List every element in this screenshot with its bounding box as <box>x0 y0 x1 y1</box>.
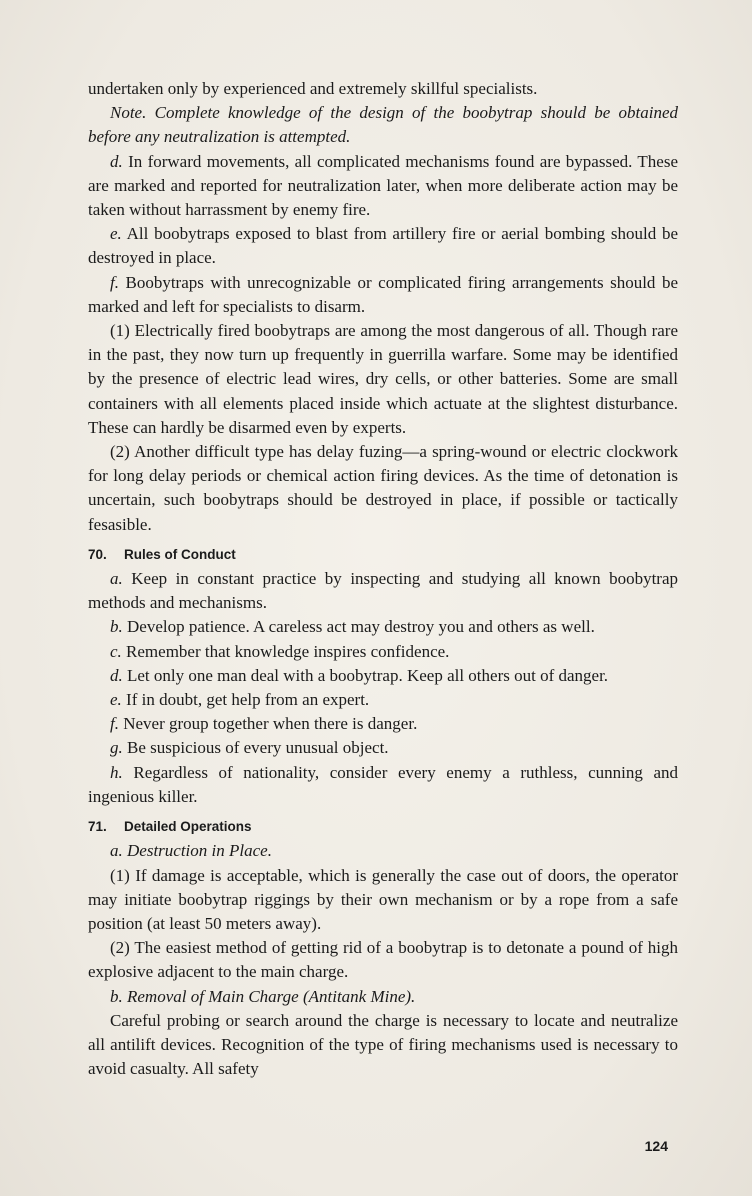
paragraph <box>88 985 678 1009</box>
section-title: Detailed Operations <box>124 819 252 835</box>
page-number: 124 <box>644 1138 668 1154</box>
section-title: Rules of Conduct <box>124 546 236 562</box>
paragraph-text: Develop patience. A careless act may destroy you and others as well. <box>127 617 595 637</box>
paragraph <box>88 761 678 809</box>
paragraph <box>88 640 678 664</box>
paragraph-label: c. <box>110 641 122 661</box>
section-number: 70. <box>88 546 107 562</box>
paragraph <box>88 77 678 101</box>
paragraph-text: Removal of Main Charge (Antitank Mine). <box>127 986 416 1006</box>
paragraph <box>88 936 678 984</box>
paragraph-text: If in doubt, get help from an expert. <box>126 690 370 710</box>
paragraph <box>88 319 678 440</box>
paragraph-label: a. <box>110 569 123 589</box>
paragraph-label: e. <box>110 690 122 710</box>
paragraph-label: b. <box>110 617 123 637</box>
paragraph <box>88 150 678 223</box>
paragraph <box>88 736 678 760</box>
paragraph-text: Destruction in Place. <box>127 841 272 861</box>
paragraph-label: b. <box>110 986 123 1006</box>
paragraph-text: All boobytraps exposed to blast from artillery fire or aerial bombing should be destroyed in place. <box>88 224 679 268</box>
paragraph-text: (2) Another difficult type has delay fuzing—a spring-wound or electric clockwork for long delay periods or chemical action firing devices. As the time of detonation is uncertain, such boobytraps should be destroyed in place, if possible or tactically fesasible. <box>88 442 678 534</box>
paragraph <box>88 440 678 537</box>
paragraph-label: f. <box>110 714 119 734</box>
paragraph <box>88 664 678 688</box>
page-body <box>88 77 678 1081</box>
paragraph <box>88 839 678 863</box>
paragraph-text: Be suspicious of every unusual object. <box>127 738 389 758</box>
section-number: 71. <box>88 819 107 835</box>
paragraph-text: Never group together when there is danger. <box>123 714 418 734</box>
paragraph <box>88 1009 678 1082</box>
paragraph-label: h. <box>110 762 123 782</box>
paragraph-text: (1) Electrically fired boobytraps are among the most dangerous of all. Though rare in the past, they now turn up frequently in guerrilla warfare. Some may be identified by the presence of electric lead wires, dry cells, or other batteries. Some are small containers with all elements placed inside which actuate at the slightest disturbance. These can hardly be disarmed even by experts. <box>88 321 678 437</box>
paragraph-text: Note. Complete knowledge of the design of the boobytrap should be obtained before any neutralization is attempted. <box>88 103 678 147</box>
paragraph <box>88 615 678 639</box>
paragraph-label: f. <box>110 272 119 292</box>
paragraph-text: Let only one man deal with a boobytrap. Keep all others out of danger. <box>127 665 609 685</box>
paragraph-text: Careful probing or search around the charge is necessary to locate and neutralize all antilift devices. Recognition of the type of firing mechanisms used is necessary to avoid casualty. All safety <box>88 1010 678 1079</box>
paragraph-text: Boobytraps with unrecognizable or complicated firing arrangements should be marked and left for specialists to disarm. <box>88 272 678 316</box>
paragraph-text: Regardless of nationality, consider every enemy a ruthless, cunning and ingenious killer. <box>88 762 679 806</box>
paragraph <box>88 101 678 149</box>
paragraph-label: g. <box>110 738 123 758</box>
paragraph <box>88 864 678 937</box>
paragraph-label: d. <box>110 151 123 171</box>
section-heading <box>88 543 678 567</box>
paragraph-label: a. <box>110 841 123 861</box>
paragraph <box>88 688 678 712</box>
paragraph-text: (2) The easiest method of getting rid of a boobytrap is to detonate a pound of high explosive adjacent to the main charge. <box>88 938 678 982</box>
paragraph <box>88 712 678 736</box>
paragraph-label: e. <box>110 224 122 244</box>
section-heading <box>88 815 678 839</box>
paragraph-label: d. <box>110 665 123 685</box>
paragraph-text: Keep in constant practice by inspecting and studying all known boobytrap methods and mechanisms. <box>88 569 679 613</box>
paragraph-text: In forward movements, all complicated mechanisms found are bypassed. These are marked and reported for neutralization later, when more deliberate action may be taken without harrassment by enemy fire. <box>88 151 678 220</box>
paragraph <box>88 271 678 319</box>
paragraph <box>88 567 678 615</box>
paragraph <box>88 222 678 270</box>
paragraph-text: undertaken only by experienced and extremely skillful specialists. <box>88 79 538 98</box>
paragraph-text: Remember that knowledge inspires confidence. <box>126 641 450 661</box>
paragraph-text: (1) If damage is acceptable, which is generally the case out of doors, the operator may initiate boobytrap riggings by their own mechanism or by a rope from a safe position (at least 50 meters away). <box>88 865 678 933</box>
